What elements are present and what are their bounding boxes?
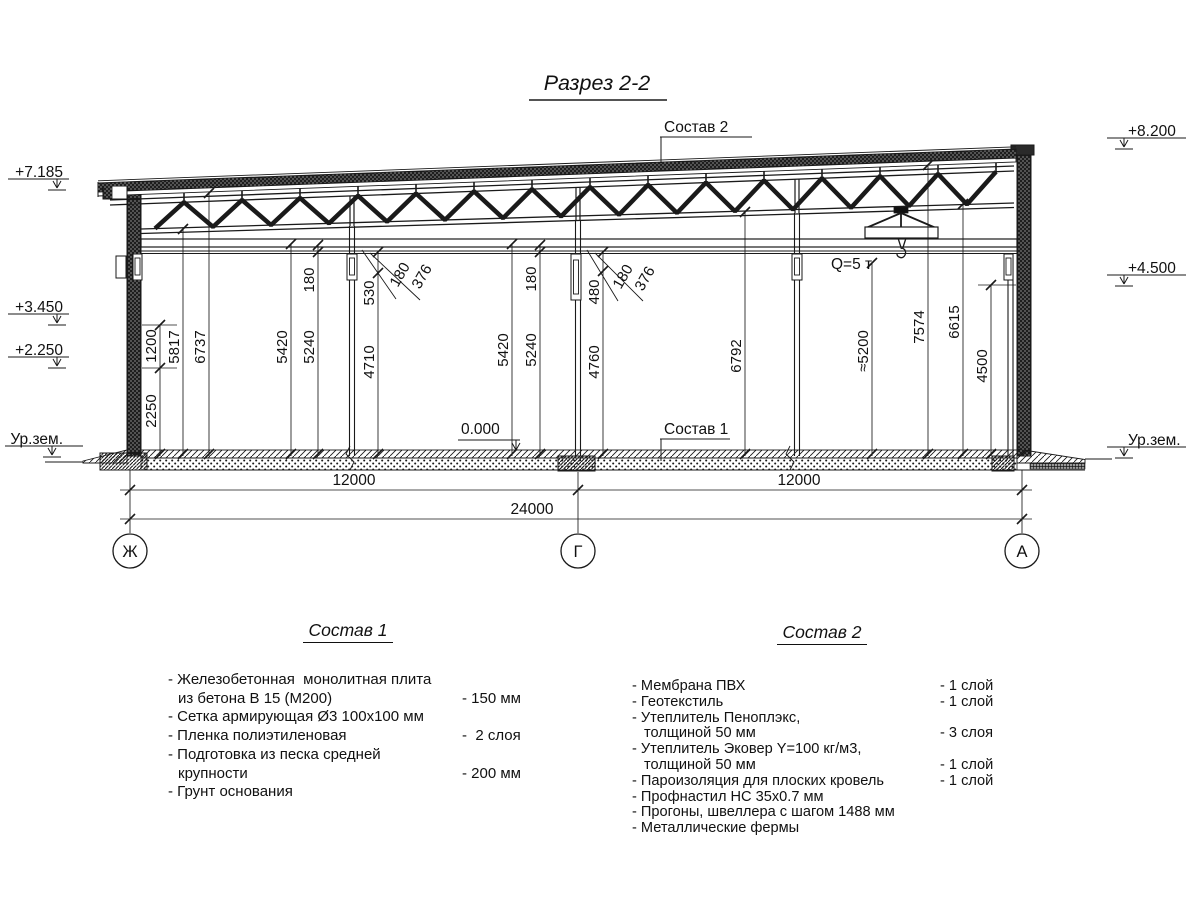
grid-axis-a: А	[1016, 543, 1028, 561]
spec-row: - Железобетонная монолитная плита	[168, 671, 432, 688]
elevation-8200: +8.200	[1128, 123, 1176, 140]
left-wall	[116, 194, 141, 456]
grid-axis-zh: Ж	[122, 543, 138, 561]
sostav2-spec	[632, 622, 1012, 837]
roof	[98, 147, 1016, 199]
dim-180-left: 180	[301, 267, 318, 293]
sostav1-heading: Состав 1	[168, 620, 528, 641]
dim-4500: 4500	[974, 349, 991, 383]
spec-row: - Утеплитель Эковер Y=100 кг/м3,	[632, 741, 862, 758]
drawing-title: Разрез 2-2	[543, 71, 651, 95]
dim-5420-mid: 5420	[495, 333, 512, 367]
columns	[133, 213, 1013, 456]
spec-row: - Пленка полиэтиленовая - 2 слоя	[168, 727, 521, 745]
dim-5420-left: 5420	[274, 330, 291, 364]
grid-axis-g: Г	[573, 543, 583, 561]
spec-row: толщиной 50 мм - 3 слоя	[644, 725, 994, 742]
spec-row: - Прогоны, швеллера с шагом 1488 мм	[632, 804, 895, 821]
right-wall	[1011, 145, 1034, 456]
dim-5240-left: 5240	[301, 330, 318, 364]
crane-runway-beam	[141, 239, 1017, 254]
spec-row: - Пароизоляция для плоских кровель - 1 слой	[632, 772, 994, 789]
spec-row: - Сетка армирующая Ø3 100х100 мм	[168, 708, 424, 726]
elevation-2250: +2.250	[15, 342, 63, 359]
footing-mid	[558, 456, 595, 471]
dim-180-slant-mid: 180	[609, 261, 637, 292]
spec-row: крупности - 200 мм	[178, 764, 521, 782]
dim-bay-right: 12000	[777, 472, 821, 489]
sostav2-callout: Состав 2	[664, 119, 729, 136]
zero-level-mark: 0.000	[461, 421, 500, 438]
dim-bay-left: 12000	[332, 472, 376, 489]
horizontal-dimensions	[113, 470, 1039, 568]
dim-2250: 2250	[143, 394, 160, 428]
spec-row: - Геотекстиль - 1 слой	[632, 693, 994, 710]
footing-right	[992, 456, 1014, 471]
sostav1-callout: Состав 1	[664, 421, 729, 438]
apron-right	[1017, 449, 1085, 463]
dim-5817: 5817	[166, 330, 183, 364]
crane-hoist	[865, 207, 938, 258]
dim-480: 480	[586, 279, 603, 305]
dim-180-mid: 180	[523, 266, 540, 292]
dim-total: 24000	[510, 501, 554, 518]
sostav2-heading: Состав 2	[632, 622, 1012, 643]
dim-530: 530	[361, 280, 378, 306]
spec-row: - Грунт основания	[168, 783, 293, 801]
spec-row: толщиной 50 мм - 1 слой	[644, 756, 994, 773]
apron-left	[83, 450, 127, 463]
elevation-ground-left: Ур.зем.	[10, 431, 63, 448]
spec-row: - Подготовка из песка средней	[168, 745, 381, 763]
elevation-3450: +3.450	[15, 299, 63, 316]
elevation-ground-right: Ур.зем.	[1128, 432, 1181, 449]
sostav1-spec	[168, 620, 528, 802]
crane-capacity-label: Q=5 т	[831, 256, 873, 273]
dim-6792: 6792	[728, 339, 745, 373]
spec-row: - Мембрана ПВХ - 1 слой	[632, 678, 994, 694]
dim-4710: 4710	[361, 345, 378, 379]
spec-row: - Профнастил НС 35х0.7 мм	[632, 788, 824, 805]
dim-6737: 6737	[192, 330, 209, 364]
vertical-dimensions	[142, 160, 1016, 459]
elevation-4500: +4.500	[1128, 260, 1176, 277]
dim-5200: ≈5200	[855, 330, 872, 372]
dim-5240-mid: 5240	[523, 333, 540, 367]
spec-row: - Металлические фермы	[632, 820, 800, 837]
dim-1200: 1200	[143, 329, 160, 363]
dim-180-slant-left: 180	[386, 259, 414, 290]
dim-4760: 4760	[586, 345, 603, 379]
elevation-7185: +7.185	[15, 164, 63, 181]
dim-376-slant-left: 376	[408, 261, 436, 292]
dim-7574: 7574	[911, 310, 928, 344]
dim-376-slant-mid: 376	[631, 263, 659, 294]
spec-row: из бетона В 15 (М200) - 150 мм	[178, 689, 521, 707]
annotations	[458, 71, 872, 461]
spec-row: - Утеплитель Пеноплэкс,	[632, 709, 801, 726]
dim-6615: 6615	[946, 305, 963, 339]
